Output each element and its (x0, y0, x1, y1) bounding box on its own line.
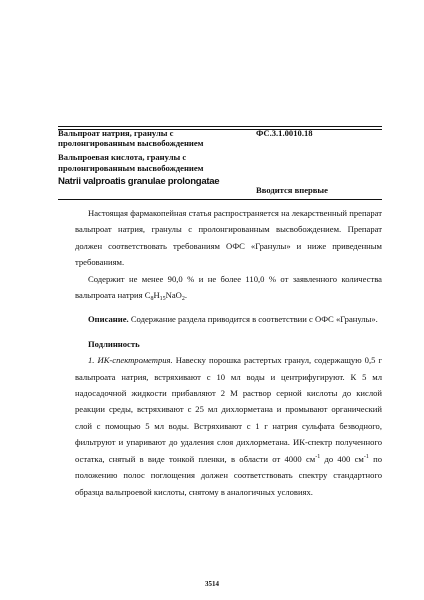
monograph-titles (58, 128, 258, 188)
ir-paragraph (75, 352, 382, 500)
ir-text-2: до 400 см (320, 453, 364, 464)
authenticity-heading: Подлинность (88, 338, 140, 349)
formula-h-subscript: 15 (159, 296, 166, 303)
introduced-note: Вводится впервые (256, 185, 328, 195)
ir-sup-2: -1 (363, 453, 369, 460)
header-bottom-rule (58, 199, 382, 200)
formula-c-subscript: 8 (150, 296, 154, 303)
formula-nao: NaO (165, 290, 182, 301)
page-number: 3514 (205, 580, 219, 588)
monograph-header (58, 128, 382, 198)
fs-number: ФС.3.1.0010.18 (256, 128, 313, 138)
description-paragraph (75, 311, 382, 327)
description-text: Содержание раздела приводится в соответствии с ОФС «Гранулы». (130, 314, 378, 325)
monograph-body (75, 205, 382, 500)
title-ru-2-line2: пролонгированным высвобождением (58, 162, 204, 173)
header-top-rule (58, 126, 382, 127)
ir-text-3: по положению полос поглощения должен соответствовать спектру стандартного образца вальпроевой кислоты, снятому в аналогичных условиях. (75, 453, 382, 497)
formula-h: H (153, 290, 160, 301)
ir-text-1: Навеску порошка растертых гранул, содержащую 0,5 г вальпроата натрия, встряхивают с 10 мл воды и центрифугируют. К 5 мл надосадочной жидкости прибавляют 2 М раствор серной кислоты до кислой реакции среды, встряхивают с 25 мл дихлорметана и промывают органический слой с помощью 5 мл воды. Встряхивают с 1 г натрия сульфата безводного, фильтруют и упаривают до удаления слоя дихлорметана. ИК-спектр полученного остатка, снятый в виде тонкой пленки, в области от 4000 см (75, 355, 382, 464)
content-paragraph (75, 271, 382, 304)
formula-end: . (184, 290, 188, 301)
title-ru-1-line2: пролонгированным высвобождением (58, 138, 204, 149)
title-ru-1-line1: Вальпроат натрия, гранулы с (58, 128, 174, 138)
intro-paragraph: Настоящая фармакопейная статья распространяется на лекарственный препарат вальпроат натрия, гранулы с пролонгированным высвобождением. Препарат должен соответствовать требованиям ОФС «Гранулы» и ниже приведенным требованиям. (75, 208, 382, 268)
ir-method-label: 1. ИК-спектрометрия. (88, 355, 173, 366)
title-ru-2-line1: Вальпроевая кислота, гранулы с (58, 152, 187, 163)
ir-sup-1: -1 (315, 453, 321, 460)
formula-o-subscript: 2 (181, 296, 185, 303)
title-latin: Natrii valproatis granulae prolongatae (58, 175, 220, 187)
description-label: Описание. (88, 314, 129, 325)
content-text: Содержит не менее 90,0 % и не более 110,0 % от заявленного количества вальпроата натрия C (75, 273, 382, 301)
